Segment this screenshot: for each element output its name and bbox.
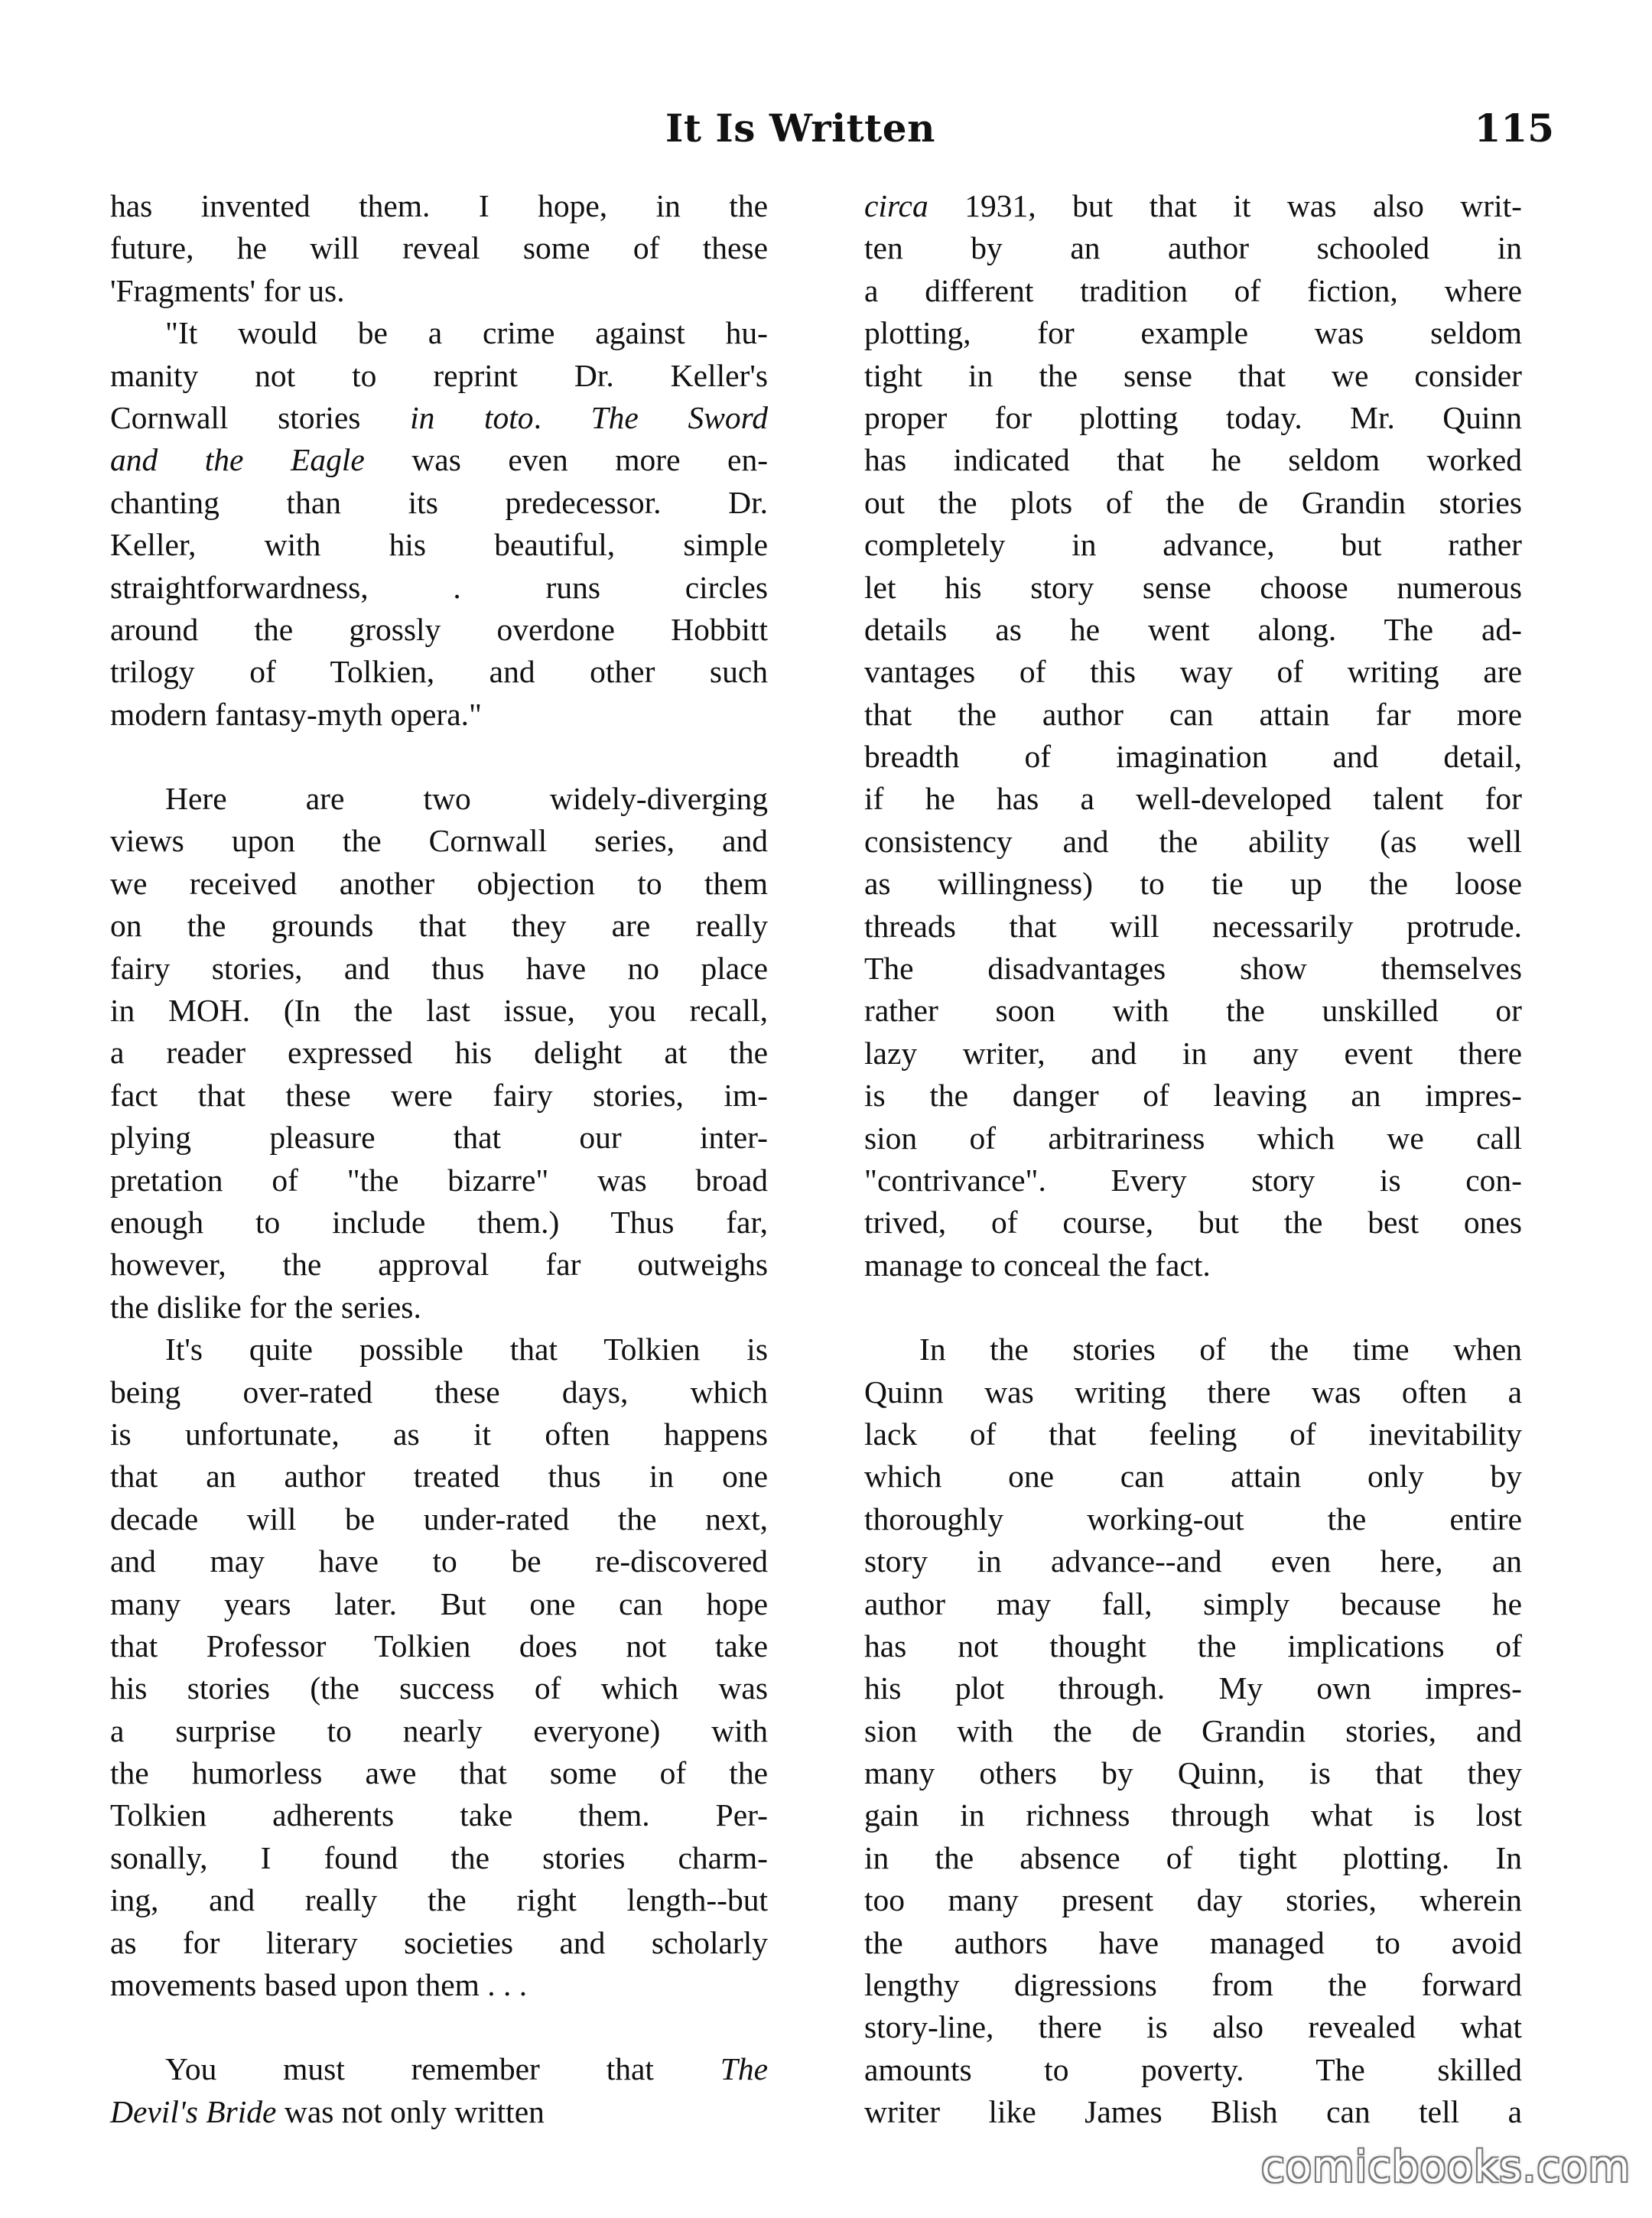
text-line: decade will be under-rated the next,	[110, 1501, 768, 1537]
paragraph	[110, 2048, 768, 2133]
text-line: Cornwall stories in toto. The Sword	[110, 399, 769, 435]
text-line: plotting, for example was seldom	[864, 315, 1522, 351]
text-line: story in advance--and even here, an	[864, 1543, 1522, 1579]
text-line: that an author treated thus in one	[110, 1459, 768, 1494]
text-line: a different tradition of fiction, where	[864, 272, 1522, 308]
paragraph	[864, 1329, 1522, 2133]
text-line: let his story sense choose numerous	[864, 569, 1522, 605]
text-line: plying pleasure that our inter-	[110, 1120, 768, 1156]
text-line: threads that will necessarily protrude.	[864, 908, 1522, 944]
paragraph	[110, 185, 768, 312]
text-line: trived, of course, but the best ones	[864, 1205, 1522, 1241]
text-line: story-line, there is also revealed what	[864, 2009, 1522, 2045]
text-line: gain in richness through what is lost	[864, 1797, 1522, 1833]
text-line: we received another objection to them	[110, 865, 768, 901]
text-line: on the grounds that they are really	[110, 908, 768, 944]
text-line: if he has a well-developed talent for	[864, 781, 1522, 817]
text-line: out the plots of the de Grandin stories	[864, 484, 1522, 520]
text-line: "contrivance". Every story is con-	[864, 1162, 1522, 1198]
text-line: rather soon with the unskilled or	[864, 993, 1522, 1029]
text-line: future, he will reveal some of these	[110, 230, 768, 266]
text-line: pretation of "the bizarre" was broad	[110, 1162, 768, 1198]
text-line: movements based upon them . . .	[110, 1967, 528, 2003]
right-column	[864, 185, 1522, 2134]
text-line: has not thought the implications of	[864, 1628, 1522, 1664]
text-line: breadth of imagination and detail,	[864, 739, 1522, 775]
text-line: manity not to reprint Dr. Keller's	[110, 357, 768, 393]
text-line: which one can attain only by	[864, 1459, 1522, 1494]
text-line: the dislike for the series.	[110, 1289, 421, 1325]
text-line: details as he went along. The ad-	[864, 611, 1522, 647]
text-line: thoroughly working-out the entire	[864, 1501, 1522, 1537]
text-line: his plot through. My own impres-	[864, 1670, 1522, 1706]
text-line: tight in the sense that we consider	[864, 357, 1522, 393]
text-line: fairy stories, and thus have no place	[110, 950, 768, 986]
text-line: amounts to poverty. The skilled	[864, 2051, 1522, 2087]
text-line: is the danger of leaving an impres-	[864, 1078, 1522, 1114]
text-line: vantages of this way of writing are	[864, 654, 1522, 690]
text-line: circa 1931, but that it was also writ-	[864, 188, 1522, 223]
text-line: too many present day stories, wherein	[864, 1882, 1522, 1918]
text-line: ten by an author schooled in	[864, 230, 1522, 266]
text-line: proper for plotting today. Mr. Quinn	[864, 399, 1522, 435]
watermark-logo: comicbooks.com	[1260, 2142, 1631, 2192]
text-line: in the absence of tight plotting. In	[864, 1839, 1522, 1875]
text-line: manage to conceal the fact.	[864, 1247, 1211, 1283]
paragraph	[864, 185, 1522, 1286]
text-line: sion with the de Grandin stories, and	[864, 1712, 1522, 1748]
text-line: that Professor Tolkien does not take	[110, 1628, 768, 1664]
text-line: trilogy of Tolkien, and other such	[110, 654, 768, 690]
text-line: as for literary societies and scholarly	[110, 1924, 768, 1960]
text-line: Devil's Bride was not only written	[110, 2093, 545, 2129]
text-line: that the author can attain far more	[864, 696, 1522, 732]
text-line: being over-rated these days, which	[110, 1374, 768, 1410]
text-line: The disadvantages show themselves	[864, 951, 1522, 987]
paragraph	[110, 1329, 768, 2006]
text-line: chanting than its predecessor. Dr.	[110, 484, 768, 520]
text-line: and may have to be re-discovered	[110, 1543, 768, 1579]
text-line: has invented them. I hope, in the	[110, 188, 768, 223]
text-line: straightforwardness, . runs circles	[110, 569, 768, 605]
text-line: is unfortunate, as it often happens	[110, 1416, 768, 1452]
left-column	[110, 185, 768, 2133]
text-line: completely in advance, but rather	[864, 527, 1522, 563]
text-line: Keller, with his beautiful, simple	[110, 527, 768, 563]
text-line: lengthy digressions from the forward	[864, 1967, 1522, 2003]
text-line: fact that these were fairy stories, im-	[110, 1077, 768, 1113]
text-line: lack of that feeling of inevitability	[864, 1416, 1522, 1452]
text-line: "It would be a crime against hu-	[165, 315, 768, 351]
paragraph	[110, 312, 768, 736]
text-line: in MOH. (In the last issue, you recall,	[110, 993, 768, 1029]
text-line: a reader expressed his delight at the	[110, 1035, 768, 1071]
text-line: In the stories of the time when	[919, 1332, 1522, 1368]
text-line: You must remember that The	[165, 2051, 768, 2087]
text-line: views upon the Cornwall series, and	[110, 823, 768, 859]
text-line: sonally, I found the stories charm-	[110, 1839, 768, 1875]
text-line: Quinn was writing there was often a	[864, 1374, 1522, 1410]
text-line: 'Fragments' for us.	[110, 272, 345, 308]
text-line: It's quite possible that Tolkien is	[165, 1332, 768, 1368]
text-line: a surprise to nearly everyone) with	[110, 1712, 768, 1748]
text-line: consistency and the ability (as well	[864, 823, 1522, 859]
text-line: the humorless awe that some of the	[110, 1755, 768, 1791]
text-line: author may fall, simply because he	[864, 1585, 1522, 1621]
text-line: sion of arbitrariness which we call	[864, 1120, 1522, 1156]
text-line: however, the approval far outweighs	[110, 1247, 768, 1283]
text-line: modern fantasy-myth opera."	[110, 696, 482, 732]
text-line: many years later. But one can hope	[110, 1585, 768, 1621]
text-line: around the grossly overdone Hobbitt	[110, 611, 768, 647]
text-line: has indicated that he seldom worked	[864, 442, 1522, 478]
text-line: writer like James Blish can tell a	[864, 2094, 1522, 2130]
text-line: enough to include them.) Thus far,	[110, 1204, 768, 1240]
text-line: his stories (the success of which was	[110, 1670, 768, 1706]
text-line: lazy writer, and in any event there	[864, 1035, 1522, 1071]
text-line: and the Eagle was even more en-	[110, 442, 769, 478]
text-line: the authors have managed to avoid	[864, 1924, 1522, 1960]
text-line: ing, and really the right length--but	[110, 1882, 768, 1918]
text-line: Here are two widely-diverging	[165, 781, 768, 817]
running-head-title: It Is Written	[665, 106, 935, 151]
text-line: many others by Quinn, is that they	[864, 1755, 1522, 1791]
page-number: 115	[1474, 106, 1554, 151]
text-line: as willingness) to tie up the loose	[864, 866, 1522, 902]
text-line: Tolkien adherents take them. Per-	[110, 1797, 768, 1833]
paragraph	[110, 778, 768, 1329]
